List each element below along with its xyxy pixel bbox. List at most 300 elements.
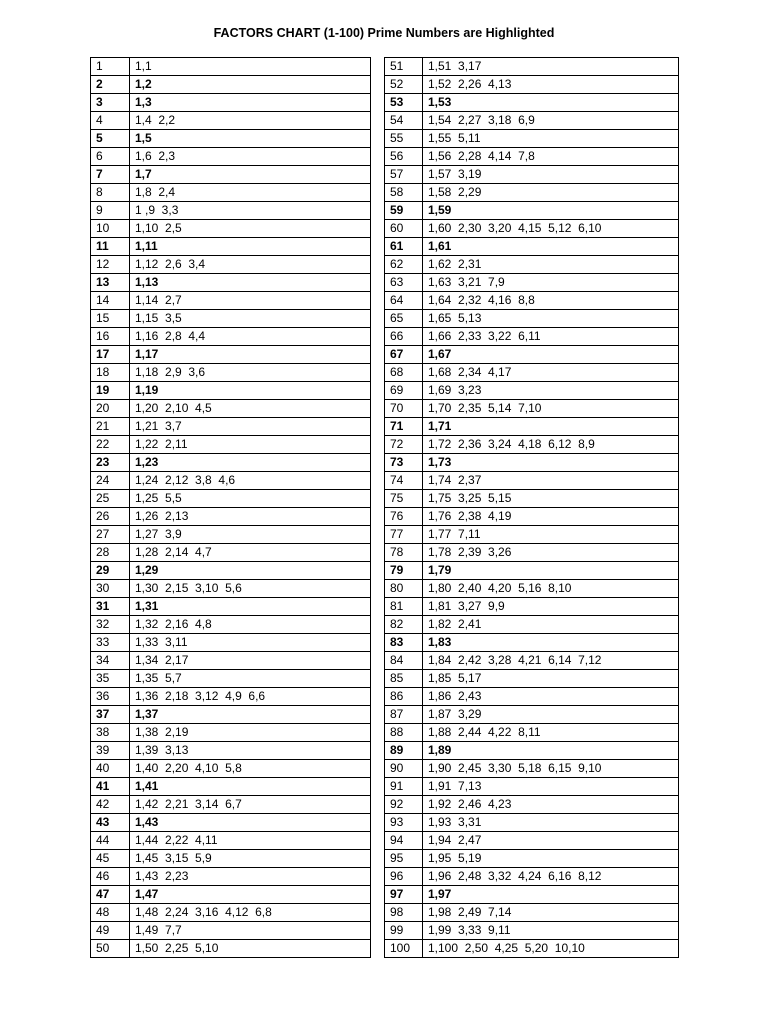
number-cell: 66	[385, 328, 423, 346]
table-row	[385, 310, 679, 328]
table-row	[385, 382, 679, 400]
factors-cell: 1,85 5,17	[423, 670, 679, 688]
table-row	[385, 850, 679, 868]
factors-cell: 1,6 2,3	[130, 148, 371, 166]
table-row	[91, 652, 371, 670]
number-cell: 26	[91, 508, 130, 526]
table-row	[91, 760, 371, 778]
table-row	[385, 94, 679, 112]
factors-cell: 1,2	[130, 76, 371, 94]
table-row	[385, 724, 679, 742]
table-row	[385, 868, 679, 886]
table-row	[91, 778, 371, 796]
table-row	[385, 130, 679, 148]
table-row	[91, 472, 371, 490]
factors-cell: 1,76 2,38 4,19	[423, 508, 679, 526]
number-cell: 5	[91, 130, 130, 148]
number-cell: 25	[91, 490, 130, 508]
number-cell: 18	[91, 364, 130, 382]
table-row	[385, 670, 679, 688]
number-cell: 46	[91, 868, 130, 886]
number-cell: 94	[385, 832, 423, 850]
table-row	[91, 454, 371, 472]
table-row	[91, 166, 371, 184]
number-cell: 84	[385, 652, 423, 670]
number-cell: 35	[91, 670, 130, 688]
table-row	[385, 922, 679, 940]
factors-cell: 1,33 3,11	[130, 634, 371, 652]
number-cell: 96	[385, 868, 423, 886]
table-row	[91, 742, 371, 760]
table-row	[385, 886, 679, 904]
table-row	[91, 508, 371, 526]
factors-cell: 1,49 7,7	[130, 922, 371, 940]
table-row	[91, 58, 371, 76]
factors-cell: 1,89	[423, 742, 679, 760]
factors-cell: 1,48 2,24 3,16 4,12 6,8	[130, 904, 371, 922]
factors-table-left	[90, 57, 371, 958]
factors-cell: 1,36 2,18 3,12 4,9 6,6	[130, 688, 371, 706]
table-row	[91, 850, 371, 868]
number-cell: 41	[91, 778, 130, 796]
factors-cell: 1,22 2,11	[130, 436, 371, 454]
factors-table-right-body	[385, 58, 679, 958]
number-cell: 34	[91, 652, 130, 670]
number-cell: 62	[385, 256, 423, 274]
number-cell: 73	[385, 454, 423, 472]
number-cell: 12	[91, 256, 130, 274]
table-row	[385, 202, 679, 220]
factors-cell: 1,25 5,5	[130, 490, 371, 508]
table-row	[91, 94, 371, 112]
table-row	[91, 796, 371, 814]
number-cell: 2	[91, 76, 130, 94]
table-row	[385, 508, 679, 526]
factors-cell: 1,15 3,5	[130, 310, 371, 328]
factors-cell: 1 ,9 3,3	[130, 202, 371, 220]
factors-cell: 1,16 2,8 4,4	[130, 328, 371, 346]
factors-cell: 1,7	[130, 166, 371, 184]
number-cell: 56	[385, 148, 423, 166]
number-cell: 20	[91, 400, 130, 418]
factors-cell: 1,27 3,9	[130, 526, 371, 544]
table-row	[91, 400, 371, 418]
table-row	[385, 346, 679, 364]
factors-cell: 1,99 3,33 9,11	[423, 922, 679, 940]
number-cell: 52	[385, 76, 423, 94]
table-row	[91, 418, 371, 436]
factors-cell: 1,11	[130, 238, 371, 256]
number-cell: 72	[385, 436, 423, 454]
table-row	[91, 346, 371, 364]
factors-cell: 1,37	[130, 706, 371, 724]
number-cell: 95	[385, 850, 423, 868]
factors-cell: 1,81 3,27 9,9	[423, 598, 679, 616]
factors-cell: 1,44 2,22 4,11	[130, 832, 371, 850]
factors-cell: 1,58 2,29	[423, 184, 679, 202]
table-row	[385, 796, 679, 814]
number-cell: 87	[385, 706, 423, 724]
number-cell: 60	[385, 220, 423, 238]
factors-cell: 1,40 2,20 4,10 5,8	[130, 760, 371, 778]
factors-cell: 1,53	[423, 94, 679, 112]
number-cell: 61	[385, 238, 423, 256]
table-row	[91, 904, 371, 922]
table-row	[91, 886, 371, 904]
table-row	[385, 364, 679, 382]
factors-cell: 1,10 2,5	[130, 220, 371, 238]
factors-cell: 1,52 2,26 4,13	[423, 76, 679, 94]
number-cell: 86	[385, 688, 423, 706]
table-row	[385, 418, 679, 436]
factors-cell: 1,79	[423, 562, 679, 580]
table-row	[385, 742, 679, 760]
factors-cell: 1,35 5,7	[130, 670, 371, 688]
table-row	[91, 562, 371, 580]
table-row	[385, 256, 679, 274]
factors-cell: 1,64 2,32 4,16 8,8	[423, 292, 679, 310]
table-row	[91, 382, 371, 400]
table-row	[385, 526, 679, 544]
number-cell: 9	[91, 202, 130, 220]
table-row	[385, 490, 679, 508]
factors-cell: 1,69 3,23	[423, 382, 679, 400]
number-cell: 33	[91, 634, 130, 652]
factors-cell: 1,91 7,13	[423, 778, 679, 796]
factors-cell: 1,61	[423, 238, 679, 256]
factors-cell: 1,82 2,41	[423, 616, 679, 634]
number-cell: 36	[91, 688, 130, 706]
table-row	[385, 544, 679, 562]
table-row	[91, 328, 371, 346]
table-row	[91, 922, 371, 940]
factors-cell: 1,38 2,19	[130, 724, 371, 742]
table-row	[91, 184, 371, 202]
table-row	[385, 616, 679, 634]
factors-cell: 1,86 2,43	[423, 688, 679, 706]
factors-cell: 1,70 2,35 5,14 7,10	[423, 400, 679, 418]
table-row	[91, 670, 371, 688]
table-row	[91, 238, 371, 256]
number-cell: 89	[385, 742, 423, 760]
factors-cell: 1,75 3,25 5,15	[423, 490, 679, 508]
table-row	[385, 940, 679, 958]
number-cell: 59	[385, 202, 423, 220]
number-cell: 31	[91, 598, 130, 616]
number-cell: 82	[385, 616, 423, 634]
number-cell: 4	[91, 112, 130, 130]
table-row	[385, 562, 679, 580]
factors-cell: 1,30 2,15 3,10 5,6	[130, 580, 371, 598]
table-row	[385, 472, 679, 490]
factors-cell: 1,57 3,19	[423, 166, 679, 184]
factors-cell: 1,19	[130, 382, 371, 400]
table-row	[385, 760, 679, 778]
factors-cell: 1,24 2,12 3,8 4,6	[130, 472, 371, 490]
table-row	[91, 688, 371, 706]
table-row	[91, 148, 371, 166]
factors-cell: 1,94 2,47	[423, 832, 679, 850]
factors-cell: 1,13	[130, 274, 371, 292]
number-cell: 79	[385, 562, 423, 580]
number-cell: 80	[385, 580, 423, 598]
factors-cell: 1,98 2,49 7,14	[423, 904, 679, 922]
factors-cell: 1,1	[130, 58, 371, 76]
number-cell: 63	[385, 274, 423, 292]
table-row	[385, 292, 679, 310]
factors-cell: 1,41	[130, 778, 371, 796]
number-cell: 21	[91, 418, 130, 436]
table-row	[91, 256, 371, 274]
table-row	[91, 526, 371, 544]
number-cell: 64	[385, 292, 423, 310]
table-row	[385, 832, 679, 850]
factors-cell: 1,84 2,42 3,28 4,21 6,14 7,12	[423, 652, 679, 670]
factors-cell: 1,42 2,21 3,14 6,7	[130, 796, 371, 814]
factors-cell: 1,97	[423, 886, 679, 904]
number-cell: 65	[385, 310, 423, 328]
table-row	[91, 274, 371, 292]
factors-cell: 1,17	[130, 346, 371, 364]
page-title: FACTORS CHART (1-100) Prime Numbers are Highlighted	[213, 26, 555, 40]
table-row	[91, 814, 371, 832]
table-row	[91, 724, 371, 742]
table-row	[91, 940, 371, 958]
factors-cell: 1,21 3,7	[130, 418, 371, 436]
number-cell: 67	[385, 346, 423, 364]
table-row	[385, 598, 679, 616]
table-row	[91, 580, 371, 598]
number-cell: 27	[91, 526, 130, 544]
factors-table-right	[384, 57, 679, 958]
table-row	[385, 634, 679, 652]
table-row	[385, 778, 679, 796]
factors-cell: 1,14 2,7	[130, 292, 371, 310]
table-row	[91, 634, 371, 652]
factors-cell: 1,55 5,11	[423, 130, 679, 148]
number-cell: 85	[385, 670, 423, 688]
number-cell: 15	[91, 310, 130, 328]
table-row	[385, 400, 679, 418]
factors-cell: 1,50 2,25 5,10	[130, 940, 371, 958]
factors-cell: 1,43 2,23	[130, 868, 371, 886]
table-row	[91, 436, 371, 454]
number-cell: 14	[91, 292, 130, 310]
number-cell: 40	[91, 760, 130, 778]
table-row	[91, 220, 371, 238]
number-cell: 97	[385, 886, 423, 904]
number-cell: 32	[91, 616, 130, 634]
table-row	[385, 814, 679, 832]
table-row	[385, 580, 679, 598]
table-row	[91, 832, 371, 850]
number-cell: 17	[91, 346, 130, 364]
table-row	[91, 292, 371, 310]
factors-cell: 1,66 2,33 3,22 6,11	[423, 328, 679, 346]
factors-cell: 1,90 2,45 3,30 5,18 6,15 9,10	[423, 760, 679, 778]
factors-cell: 1,5	[130, 130, 371, 148]
factors-cell: 1,45 3,15 5,9	[130, 850, 371, 868]
factors-cell: 1,83	[423, 634, 679, 652]
number-cell: 48	[91, 904, 130, 922]
factors-cell: 1,60 2,30 3,20 4,15 5,12 6,10	[423, 220, 679, 238]
factors-cell: 1,77 7,11	[423, 526, 679, 544]
number-cell: 28	[91, 544, 130, 562]
factors-cell: 1,96 2,48 3,32 4,24 6,16 8,12	[423, 868, 679, 886]
table-row	[385, 904, 679, 922]
factors-cell: 1,87 3,29	[423, 706, 679, 724]
number-cell: 90	[385, 760, 423, 778]
number-cell: 58	[385, 184, 423, 202]
number-cell: 42	[91, 796, 130, 814]
number-cell: 8	[91, 184, 130, 202]
factors-cell: 1,32 2,16 4,8	[130, 616, 371, 634]
table-row	[385, 184, 679, 202]
number-cell: 77	[385, 526, 423, 544]
factors-cell: 1,78 2,39 3,26	[423, 544, 679, 562]
number-cell: 43	[91, 814, 130, 832]
number-cell: 51	[385, 58, 423, 76]
table-row	[385, 166, 679, 184]
table-row	[91, 706, 371, 724]
number-cell: 37	[91, 706, 130, 724]
factors-cell: 1,8 2,4	[130, 184, 371, 202]
number-cell: 10	[91, 220, 130, 238]
factors-cell: 1,93 3,31	[423, 814, 679, 832]
factors-cell: 1,100 2,50 4,25 5,20 10,10	[423, 940, 679, 958]
number-cell: 93	[385, 814, 423, 832]
factors-cell: 1,68 2,34 4,17	[423, 364, 679, 382]
number-cell: 83	[385, 634, 423, 652]
table-row	[91, 130, 371, 148]
table-row	[385, 238, 679, 256]
number-cell: 47	[91, 886, 130, 904]
factors-cell: 1,71	[423, 418, 679, 436]
number-cell: 22	[91, 436, 130, 454]
factors-cell: 1,31	[130, 598, 371, 616]
number-cell: 50	[91, 940, 130, 958]
factors-cell: 1,4 2,2	[130, 112, 371, 130]
number-cell: 57	[385, 166, 423, 184]
factors-cell: 1,92 2,46 4,23	[423, 796, 679, 814]
table-row	[385, 688, 679, 706]
number-cell: 71	[385, 418, 423, 436]
table-row	[385, 274, 679, 292]
factors-cell: 1,3	[130, 94, 371, 112]
number-cell: 16	[91, 328, 130, 346]
table-row	[91, 868, 371, 886]
table-row	[91, 364, 371, 382]
factors-cell: 1,20 2,10 4,5	[130, 400, 371, 418]
number-cell: 53	[385, 94, 423, 112]
number-cell: 1	[91, 58, 130, 76]
number-cell: 19	[91, 382, 130, 400]
number-cell: 91	[385, 778, 423, 796]
number-cell: 13	[91, 274, 130, 292]
factors-cell: 1,29	[130, 562, 371, 580]
number-cell: 29	[91, 562, 130, 580]
number-cell: 99	[385, 922, 423, 940]
factors-cell: 1,23	[130, 454, 371, 472]
number-cell: 55	[385, 130, 423, 148]
factors-cell: 1,59	[423, 202, 679, 220]
factors-table-left-body	[91, 58, 371, 958]
table-row	[385, 706, 679, 724]
table-row	[385, 652, 679, 670]
table-row	[385, 436, 679, 454]
factors-cell: 1,88 2,44 4,22 8,11	[423, 724, 679, 742]
table-row	[385, 148, 679, 166]
table-row	[91, 310, 371, 328]
number-cell: 24	[91, 472, 130, 490]
factors-cell: 1,54 2,27 3,18 6,9	[423, 112, 679, 130]
number-cell: 69	[385, 382, 423, 400]
number-cell: 81	[385, 598, 423, 616]
number-cell: 7	[91, 166, 130, 184]
factors-cell: 1,74 2,37	[423, 472, 679, 490]
factors-cell: 1,62 2,31	[423, 256, 679, 274]
factors-cell: 1,18 2,9 3,6	[130, 364, 371, 382]
number-cell: 92	[385, 796, 423, 814]
table-row	[385, 58, 679, 76]
factors-cell: 1,63 3,21 7,9	[423, 274, 679, 292]
factors-cell: 1,51 3,17	[423, 58, 679, 76]
table-row	[91, 616, 371, 634]
number-cell: 45	[91, 850, 130, 868]
number-cell: 39	[91, 742, 130, 760]
number-cell: 30	[91, 580, 130, 598]
table-row	[91, 76, 371, 94]
number-cell: 49	[91, 922, 130, 940]
table-row	[91, 544, 371, 562]
table-row	[91, 490, 371, 508]
factors-cell: 1,67	[423, 346, 679, 364]
number-cell: 68	[385, 364, 423, 382]
number-cell: 54	[385, 112, 423, 130]
number-cell: 88	[385, 724, 423, 742]
number-cell: 75	[385, 490, 423, 508]
number-cell: 44	[91, 832, 130, 850]
number-cell: 70	[385, 400, 423, 418]
factors-cell: 1,34 2,17	[130, 652, 371, 670]
factors-cell: 1,43	[130, 814, 371, 832]
factors-cell: 1,73	[423, 454, 679, 472]
factors-cell: 1,56 2,28 4,14 7,8	[423, 148, 679, 166]
factors-cell: 1,39 3,13	[130, 742, 371, 760]
number-cell: 100	[385, 940, 423, 958]
factors-cell: 1,95 5,19	[423, 850, 679, 868]
factors-cell: 1,26 2,13	[130, 508, 371, 526]
number-cell: 23	[91, 454, 130, 472]
factors-cell: 1,12 2,6 3,4	[130, 256, 371, 274]
table-row	[91, 202, 371, 220]
table-row	[385, 76, 679, 94]
factors-cell: 1,65 5,13	[423, 310, 679, 328]
number-cell: 6	[91, 148, 130, 166]
table-row	[385, 112, 679, 130]
table-row	[385, 328, 679, 346]
table-row	[91, 598, 371, 616]
number-cell: 78	[385, 544, 423, 562]
factors-cell: 1,72 2,36 3,24 4,18 6,12 8,9	[423, 436, 679, 454]
factors-cell: 1,47	[130, 886, 371, 904]
table-row	[385, 220, 679, 238]
number-cell: 38	[91, 724, 130, 742]
number-cell: 3	[91, 94, 130, 112]
table-row	[385, 454, 679, 472]
number-cell: 76	[385, 508, 423, 526]
factors-cell: 1,28 2,14 4,7	[130, 544, 371, 562]
